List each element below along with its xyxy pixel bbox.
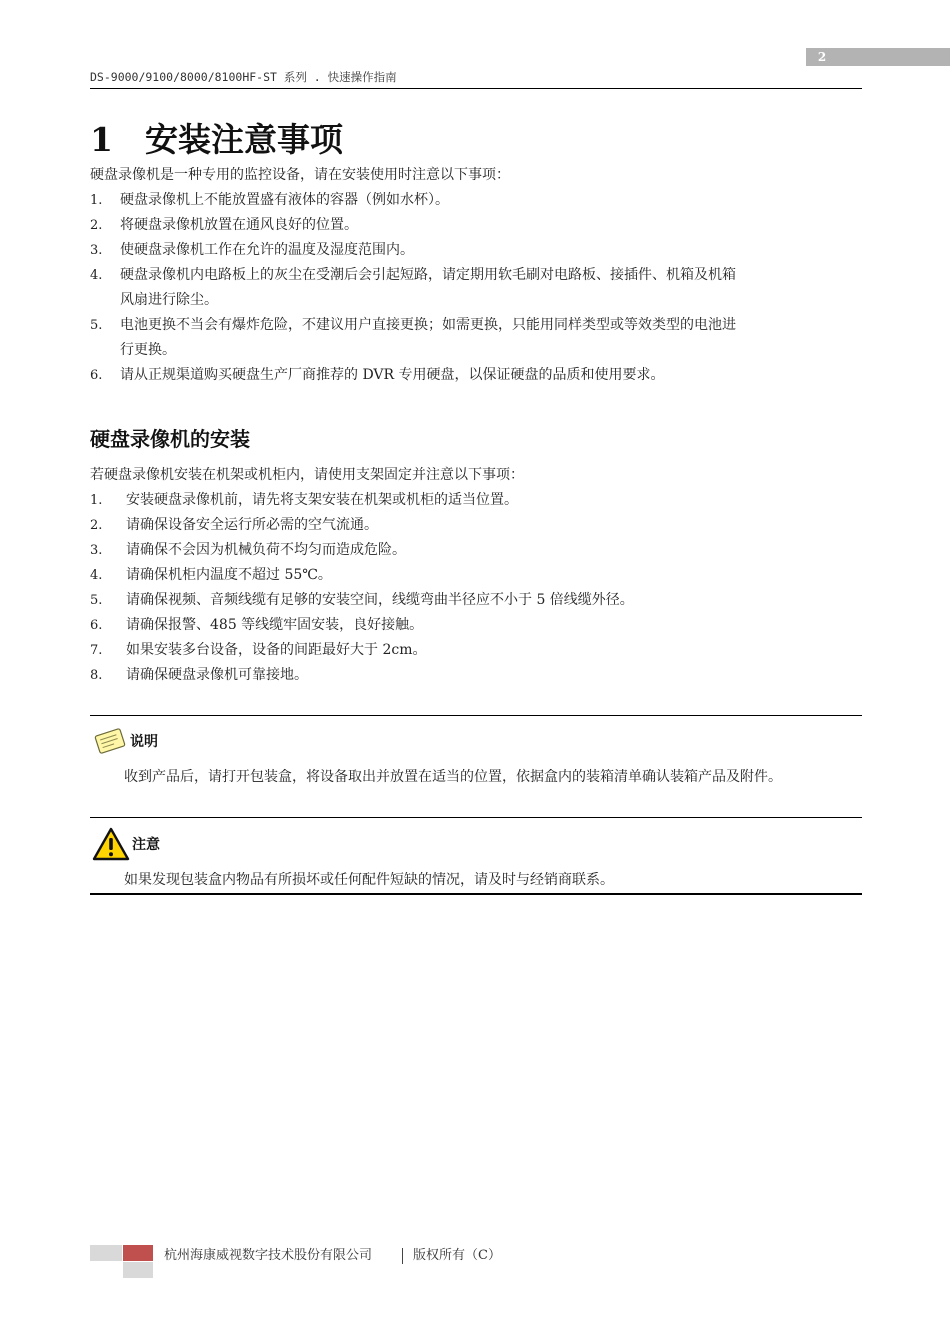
caution-label: 注意 <box>132 837 160 853</box>
footer-block-red <box>123 1245 153 1261</box>
list-number: 3. <box>90 243 103 258</box>
list-text: 如果安装多台设备，设备的间距最好大于 2cm。 <box>126 642 427 658</box>
list-text: 将硬盘录像机放置在通风良好的位置。 <box>120 217 358 233</box>
chapter-title-text: 安装注意事项 <box>145 120 343 159</box>
warning-icon <box>92 827 130 861</box>
note-top-rule <box>90 715 862 716</box>
running-header: DS-9000/9100/8000/8100HF-ST 系列 . 快速操作指南 <box>90 70 397 84</box>
page-number-bar <box>806 48 950 66</box>
footer-divider <box>402 1248 403 1264</box>
list-number: 4. <box>90 268 103 283</box>
list-text: 请从正规渠道购买硬盘生产厂商推荐的 DVR 专用硬盘，以保证硬盘的品质和使用要求。 <box>120 367 665 383</box>
footer-block-gray <box>90 1245 122 1261</box>
list-item <box>90 313 862 363</box>
list-number: 1. <box>90 493 103 508</box>
list-text: 请确保视频、音频线缆有足够的安装空间，线缆弯曲半径应不小于 5 倍线缆外径。 <box>126 592 634 608</box>
list-text-continued: 行更换。 <box>120 342 176 358</box>
footer-decoration <box>90 1245 154 1281</box>
list-number: 4. <box>90 568 103 583</box>
chapter-number: 1 <box>90 120 113 159</box>
note-bottom-rule <box>90 817 862 818</box>
list-number: 2. <box>90 518 103 533</box>
list-number: 3. <box>90 543 103 558</box>
list-item <box>90 213 862 238</box>
note-text: 收到产品后，请打开包装盒，将设备取出并放置在适当的位置，依据盒内的装箱清单确认装箱产品及附件。 <box>124 769 782 785</box>
list-text: 安装硬盘录像机前，请先将支架安装在机架或机柜的适当位置。 <box>126 492 518 508</box>
list-text: 硬盘录像机内电路板上的灰尘在受潮后会引起短路，请定期用软毛刷对电路板、接插件、机箱及机箱 <box>120 267 736 283</box>
list-text: 硬盘录像机上不能放置盛有液体的容器（例如水杯）。 <box>120 192 449 208</box>
list-text: 请确保设备安全运行所必需的空气流通。 <box>126 517 378 533</box>
list-number: 6. <box>90 368 103 383</box>
chapter-title <box>90 118 343 162</box>
footer-block-gray-lower <box>123 1262 153 1278</box>
list-item <box>90 238 862 263</box>
list-number: 7. <box>90 643 103 658</box>
list-text: 请确保不会因为机械负荷不均匀而造成危险。 <box>126 542 406 558</box>
list-item <box>90 613 862 638</box>
list-text-continued: 风扇进行除尘。 <box>120 292 218 308</box>
list-number: 8. <box>90 668 103 683</box>
list-item <box>90 563 862 588</box>
list-item <box>90 588 862 613</box>
install-intro: 若硬盘录像机安装在机架或机柜内，请使用支架固定并注意以下事项： <box>90 467 524 483</box>
list-number: 6. <box>90 618 103 633</box>
list-text: 电池更换不当会有爆炸危险，不建议用户直接更换；如需更换，只能用同样类型或等效类型的电池进 <box>120 317 736 333</box>
list-text: 使硬盘录像机工作在允许的温度及湿度范围内。 <box>120 242 414 258</box>
section-title: 硬盘录像机的安装 <box>90 427 250 451</box>
list-text: 请确保报警、485 等线缆牢固安装，良好接触。 <box>126 617 424 633</box>
note-label: 说明 <box>130 734 158 750</box>
list-item <box>90 363 862 388</box>
list-number: 5. <box>90 318 103 333</box>
precautions-list <box>90 188 862 388</box>
list-text: 请确保硬盘录像机可靠接地。 <box>126 667 308 683</box>
footer-copyright: 版权所有（C） <box>413 1248 501 1263</box>
footer-company: 杭州海康威视数字技术股份有限公司 <box>164 1248 373 1263</box>
caution-text: 如果发现包装盒内物品有所损坏或任何配件短缺的情况，请及时与经销商联系。 <box>124 872 614 888</box>
list-number: 1. <box>90 193 103 208</box>
list-item <box>90 513 862 538</box>
list-item <box>90 538 862 563</box>
list-item <box>90 488 862 513</box>
list-item <box>90 263 862 313</box>
list-text: 请确保机柜内温度不超过 55℃。 <box>126 567 332 583</box>
caution-bottom-rule <box>90 893 862 895</box>
list-number: 5. <box>90 593 103 608</box>
list-item <box>90 638 862 663</box>
list-item <box>90 663 862 688</box>
intro-paragraph: 硬盘录像机是一种专用的监控设备，请在安装使用时注意以下事项： <box>90 167 510 183</box>
page-number: 2 <box>817 50 827 64</box>
note-icon <box>93 726 127 756</box>
header-rule <box>90 88 862 89</box>
install-list <box>90 488 862 688</box>
list-item <box>90 188 862 213</box>
list-number: 2. <box>90 218 103 233</box>
